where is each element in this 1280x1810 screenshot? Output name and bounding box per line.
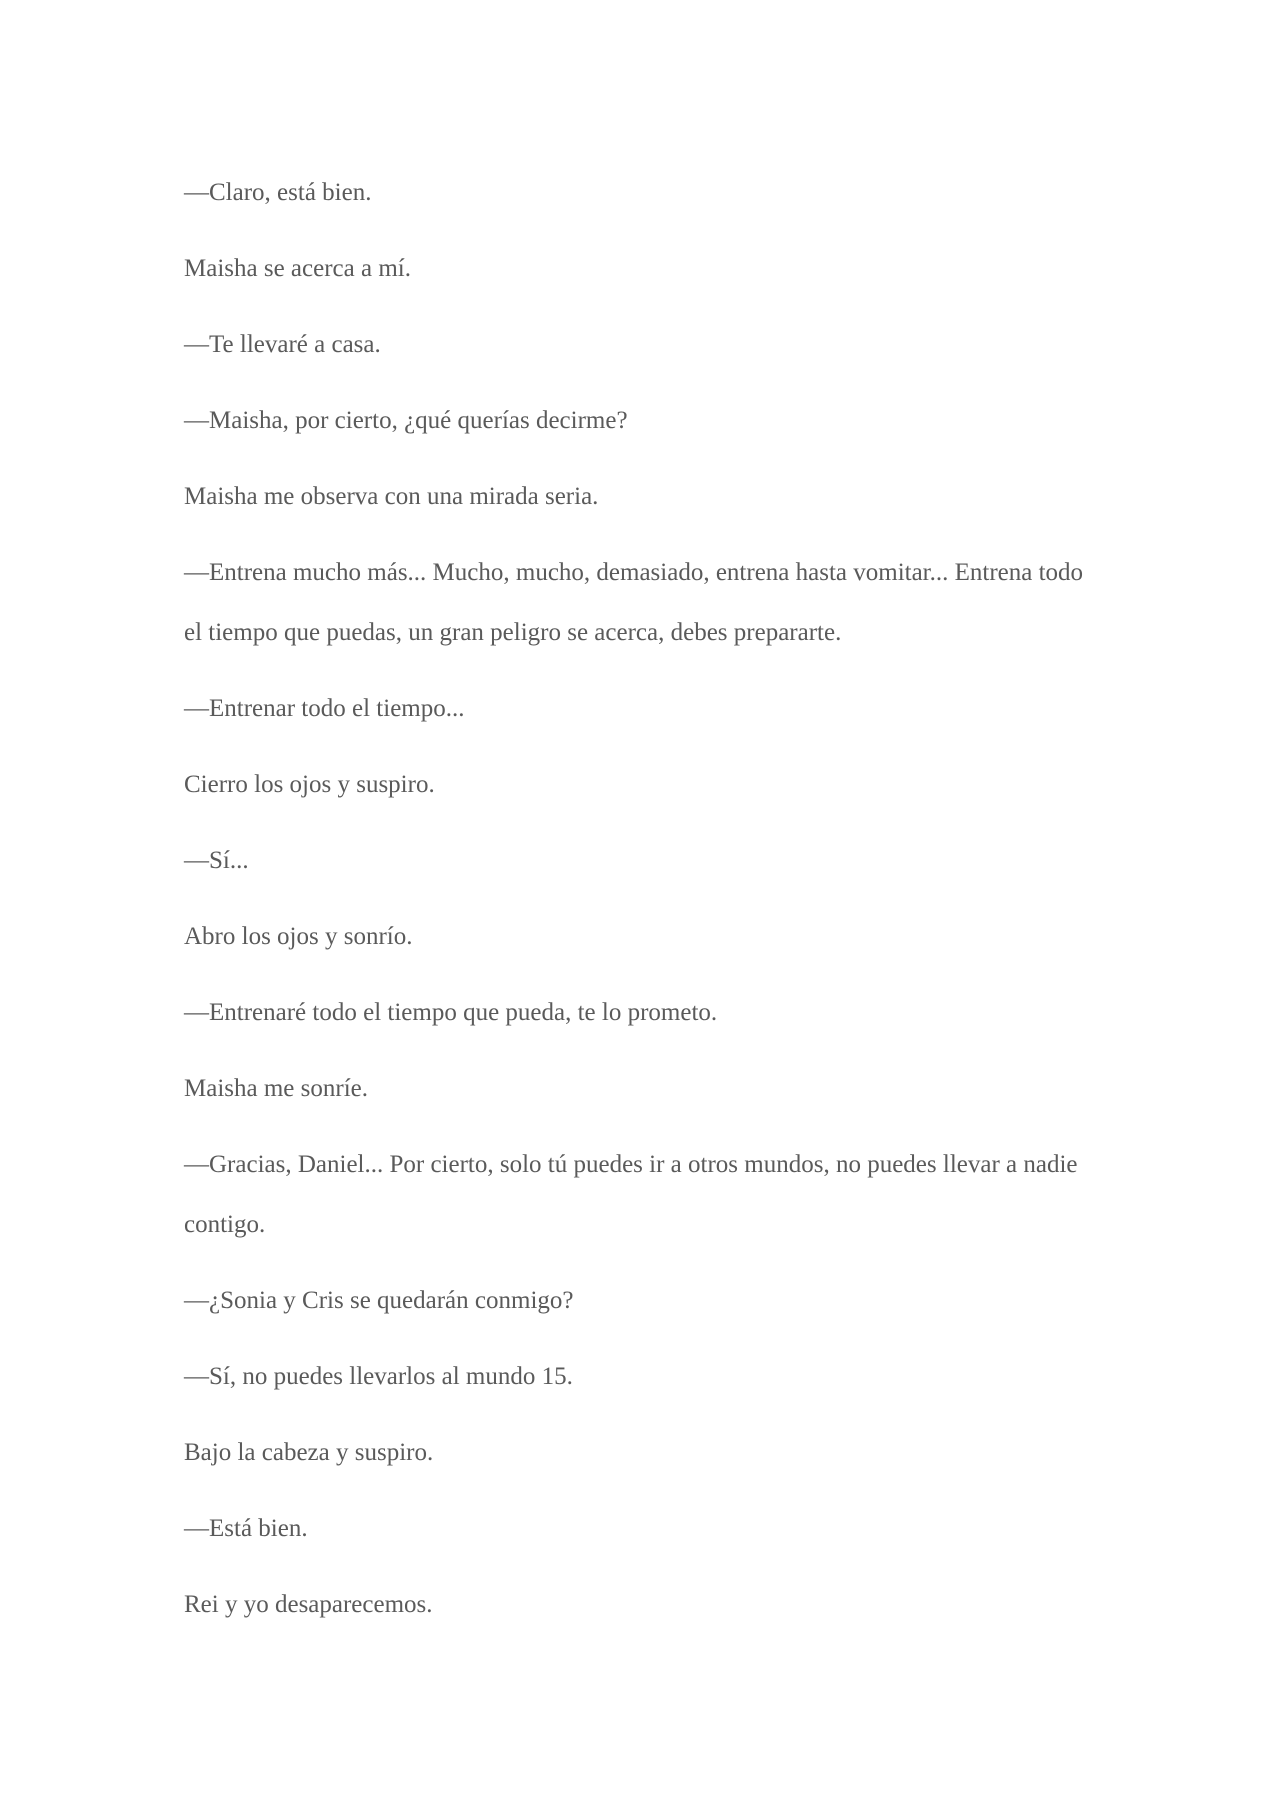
- paragraph: —¿Sonia y Cris se quedarán conmigo?: [184, 1287, 574, 1314]
- text-column: [184, 176, 1084, 1664]
- paragraph: —Entrenaré todo el tiempo que pueda, te lo prometo.: [184, 999, 718, 1026]
- paragraph: Rei y yo desaparecemos.: [184, 1591, 433, 1618]
- paragraph: —Sí...: [184, 847, 249, 874]
- paragraph: Abro los ojos y sonrío.: [184, 923, 413, 950]
- paragraph: —Claro, está bien.: [184, 179, 372, 206]
- paragraph: Bajo la cabeza y suspiro.: [184, 1439, 434, 1466]
- paragraph: Cierro los ojos y suspiro.: [184, 771, 435, 798]
- paragraph: —Sí, no puedes llevarlos al mundo 15.: [184, 1363, 573, 1390]
- paragraph: —Gracias, Daniel... Por cierto, solo tú puedes ir a otros mundos, no puedes llevar a nadie contigo.: [184, 1151, 1078, 1238]
- paragraph: —Está bien.: [184, 1515, 308, 1542]
- paragraph: Maisha se acerca a mí.: [184, 255, 411, 282]
- paragraph: Maisha me sonríe.: [184, 1075, 368, 1102]
- paragraph: Maisha me observa con una mirada seria.: [184, 483, 599, 510]
- paragraph: —Entrena mucho más... Mucho, mucho, demasiado, entrena hasta vomitar... Entrena todo el tiempo que puedas, un gran peligro se acerca, debes prepararte.: [184, 559, 1084, 646]
- paragraph: —Entrenar todo el tiempo...: [184, 695, 465, 722]
- paragraph: —Te llevaré a casa.: [184, 331, 381, 358]
- paragraph: —Maisha, por cierto, ¿qué querías decirme?: [184, 407, 628, 434]
